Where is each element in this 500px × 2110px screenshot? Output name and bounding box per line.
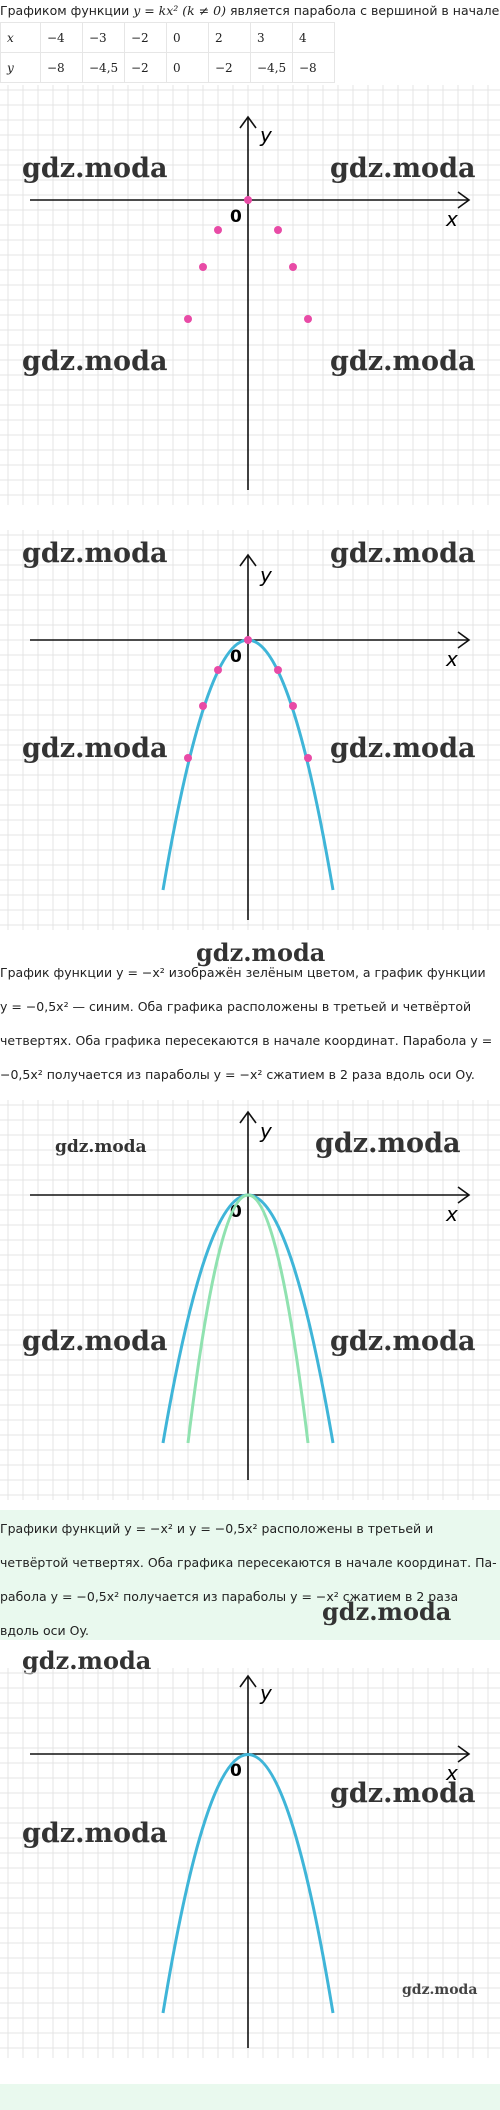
watermark: gdz.moda [322,1597,452,1626]
y-axis-label: y [260,1119,272,1143]
table-cell: −8 [41,53,83,83]
table-cell: 0 [167,53,209,83]
y-axis-label: y [260,1681,272,1705]
x-axis-label: x [446,647,458,671]
data-point [184,754,192,762]
grid [0,530,500,930]
paragraph-line: четвертях. Оба графика пересекаются в начале координат. Парабола y = [0,1033,493,1048]
table-row [1,53,335,83]
watermark: gdz.moda [22,1326,168,1357]
data-point [289,263,297,271]
y-axis-label: y [260,123,272,147]
data-point [214,226,222,234]
watermark: gdz.moda [22,346,168,377]
x-axis-label: x [446,207,458,231]
watermark: gdz.moda [22,1818,168,1849]
origin-label: 0 [230,1761,242,1781]
watermark: gdz.moda [330,1326,476,1357]
x-axis-label: x [446,1202,458,1226]
data-point [244,196,252,204]
table-cell: −3 [83,23,125,53]
data-point [304,315,312,323]
data-point [274,666,282,674]
graph-points [0,85,500,505]
graph-single-parabola [0,1668,500,2058]
table-cell: 4 [293,23,335,53]
table-cell: 2 [209,23,251,53]
table-cell: −2 [125,53,167,83]
grid [0,85,500,505]
table-cell: −2 [209,53,251,83]
paragraph-line: Графики функций y = −x² и y = −0,5x² расположены в третьей и [0,1521,434,1536]
paragraph-line: рабола y = −0,5x² получается из параболы y = −x² сжатием в 2 раза [0,1589,459,1604]
paragraph-line: График функции y = −x² изображён зелёным цветом, а график функции [0,965,486,980]
values-table [0,22,335,83]
watermark: gdz.moda [196,938,326,967]
grid [0,1100,500,1500]
table-row [1,23,335,53]
data-point [199,263,207,271]
data-point [214,666,222,674]
y-axis-label: y [260,563,272,587]
x-axis-label: x [446,1761,458,1785]
watermark: gdz.moda [22,153,168,184]
watermark: gdz.moda [330,538,476,569]
table-cell: −8 [293,53,335,83]
origin-label: 0 [230,1202,242,1222]
paragraph-line: четвёртой четвертях. Оба графика пересекаются в начале координат. Па- [0,1555,497,1570]
paragraph-line: y = −0,5x² — синим. Оба графика расположены в третьей и четвёртой [0,999,472,1014]
watermark: gdz.moda [330,153,476,184]
table-cell: x [1,23,41,53]
data-point [289,702,297,710]
table-cell: y [1,53,41,83]
table-cell: −2 [125,23,167,53]
table-cell: 3 [251,23,293,53]
paragraph-2 [0,1512,500,1648]
highlight-strip [0,2084,500,2110]
data-point [304,754,312,762]
watermark: gdz.moda [315,1128,461,1159]
origin-label: 0 [230,207,242,227]
paragraph-line: −0,5x² получается из параболы y = −x² сжатием в 2 раза вдоль оси Oy. [0,1067,475,1082]
watermark: gdz.moda [22,1646,152,1675]
intro-line [0,0,500,22]
table-cell: −4,5 [83,53,125,83]
grid [0,1668,500,2058]
watermark: gdz.moda [402,1982,478,1998]
watermark: gdz.moda [330,1778,476,1809]
paragraph-line: вдоль оси Oy. [0,1623,90,1638]
table-cell: −4 [41,23,83,53]
intro-function: y = kx² (k ≠ 0) [133,3,226,18]
table-cell: −4,5 [251,53,293,83]
watermark: gdz.moda [55,1137,147,1157]
data-point [199,702,207,710]
intro-prefix: Графиком функции [0,3,130,18]
watermark: gdz.moda [330,346,476,377]
graph-parabola [0,530,500,930]
watermark: gdz.moda [22,538,168,569]
watermark: gdz.moda [330,733,476,764]
graph-two-parabolas [0,1100,500,1500]
watermark: gdz.moda [22,733,168,764]
data-point [244,636,252,644]
paragraph-1 [0,956,500,1092]
origin-label: 0 [230,647,242,667]
data-point [184,315,192,323]
table-cell: 0 [167,23,209,53]
intro-suffix: является парабола с вершиной в начале [229,3,500,18]
data-point [274,226,282,234]
